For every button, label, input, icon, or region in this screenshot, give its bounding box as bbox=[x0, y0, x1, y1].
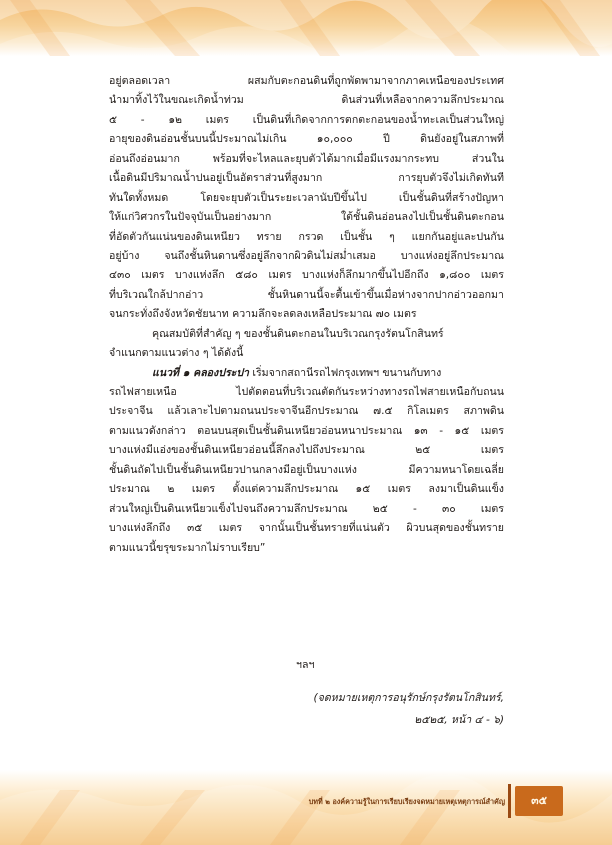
reference-line-1: (จดหมายเหตุการอนุรักษ์กรุงรัตนโกสินทร์, bbox=[313, 692, 504, 704]
page-number: ๓๕ bbox=[515, 786, 563, 816]
document-body bbox=[109, 72, 504, 558]
text-line: นำมาทิ้งไว้ในขณะเกิดน้ำท่วม ดินส่วนที่เหลือจากความลึกประมาณ bbox=[109, 94, 504, 107]
text-line: ชั้นดินถัดไปเป็นชั้นดินเหนียวปานกลางมีอยู่เป็นบางแห่ง มีความหนาโดยเฉลี่ย bbox=[109, 463, 504, 476]
text-line: ๕ - ๑๒ เมตร เป็นดินที่เกิดจากการตกตะกอนของน้ำทะเลเป็นส่วนใหญ่ bbox=[109, 113, 504, 126]
text-line: ประมาณ ๒ เมตร ตั้งแต่ความลึกประมาณ ๑๕ เมตร ลงมาเป็นดินแข็ง bbox=[109, 483, 504, 496]
header-wave-pattern bbox=[0, 0, 612, 56]
text-line: คุณสมบัติที่สำคัญ ๆ ของชั้นดินตะกอนในบริเวณกรุงรัตนโกสินทร์ bbox=[152, 327, 444, 340]
text-line: รถไฟสายเหนือ ไปตัดตอนที่บริเวณตัดกันระหว่างทางรถไฟสายเหนือกับถนน bbox=[109, 386, 504, 398]
header-decoration bbox=[0, 0, 612, 56]
ellipsis-mark: ฯลฯ bbox=[296, 659, 315, 671]
text-line: ส่วนใหญ่เป็นดินเหนียวแข็งไปจนถึงความลึกประมาณ ๒๕ - ๓๐ เมตร bbox=[109, 502, 504, 515]
text-line: บางแห่งลึกถึง ๓๕ เมตร จากนั้นเป็นชั้นทรายที่แน่นตัว ผิวบนสุดของชั้นทราย bbox=[109, 522, 504, 535]
text-line: ให้แก่วิศวกรในปัจจุบันเป็นอย่างมาก ใต้ชั้นดินอ่อนลงไปเป็นชั้นดินตะกอน bbox=[109, 211, 504, 224]
paragraph-soil-layers bbox=[109, 72, 504, 325]
text-line: ประจาจีน แล้วเลาะไปตามถนนประจาจีนอีกประมาณ ๗.๕ กิโลเมตร สภาพดิน bbox=[109, 405, 504, 418]
text-line: อยู่ตลอดเวลา ผสมกับตะกอนดินที่ถูกพัดพามาจากภาคเหนือของประเทศ bbox=[109, 75, 504, 87]
text-line: เนื้อดินมีปริมาณน้ำปนอยู่เป็นอัตราส่วนที่สูงมาก การยุบตัวจึงไม่เกิดทันที bbox=[109, 172, 504, 185]
paragraph-properties bbox=[109, 325, 504, 364]
text-line: อ่อนถึงอ่อนมาก พร้อมที่จะไหลและยุบตัวได้มากเมื่อมีแรงมากระทบ ส่วนใน bbox=[109, 152, 504, 165]
reference-line-2: ๒๕๒๕, หน้า ๔ - ๖) bbox=[414, 714, 504, 726]
paragraph-route-1 bbox=[109, 364, 504, 558]
text-line: ทันใดทั้งหมด โดยจะยุบตัวเป็นระยะเวลานับปีขึ้นไป เป็นชั้นดินที่สร้างปัญหา bbox=[109, 191, 504, 204]
text-line: ที่บริเวณใกล้ปากอ่าว ชั้นหินดานนี้จะตื้นเข้าขึ้นเมื่อห่างจากปากอ่าวออกมา bbox=[109, 288, 504, 301]
text-line: ๔๓๐ เมตร บางแห่งลึก ๕๘๐ เมตร บางแห่งก็ลึกมากขึ้นไปอีกถึง ๑,๘๐๐ เมตร bbox=[109, 269, 504, 282]
text-line: อยู่บ้าง จนถึงชั้นหินดานซึ่งอยู่ลึกจากผิวดินไม่สม่ำเสมอ บางแห่งอยู่ลึกประมาณ bbox=[109, 249, 504, 262]
route-heading: แนวที่ ๑ คลองประปา bbox=[152, 366, 249, 379]
text-line: ที่อัดตัวกันแน่นของดินเหนียว ทราย กรวด เป็นชั้น ๆ แยกกันอยู่และปนกัน bbox=[109, 230, 504, 243]
text-line: จนกระทั่งถึงจังหวัดชัยนาท ความลึกจะลดลงเหลือประมาณ ๗๐ เมตร bbox=[109, 308, 417, 321]
route-text: เริ่มจากสถานีรถไฟกรุงเทพฯ ขนานกับทาง bbox=[252, 366, 442, 379]
text-line: ตามแนวนี้ขรุขระมากไม่ราบเรียบ” bbox=[109, 541, 266, 554]
footer-divider bbox=[508, 784, 511, 818]
text-line: บางแห่งมีแอ่งของชั้นดินเหนียวอ่อนนี้ลึกลงไปถึงประมาณ ๒๕ เมตร bbox=[109, 444, 504, 457]
text-line bbox=[109, 364, 504, 383]
chapter-footer-text: บทที่ ๒ องค์ความรู้ในการเรียบเรียงจดหมายเหตุเหตุการณ์สำคัญ bbox=[308, 797, 505, 806]
text-line: จำแนกตามแนวต่าง ๆ ได้ดังนี้ bbox=[109, 347, 244, 360]
text-line: อายุของดินอ่อนชั้นบนนี้ประมาณไม่เกิน ๑๐,๐๐๐ ปี ดินยังอยู่ในสภาพที่ bbox=[109, 133, 504, 146]
text-line: ตามแนวดังกล่าว ตอนบนสุดเป็นชั้นดินเหนียวอ่อนหนาประมาณ ๑๓ - ๑๕ เมตร bbox=[109, 424, 504, 437]
